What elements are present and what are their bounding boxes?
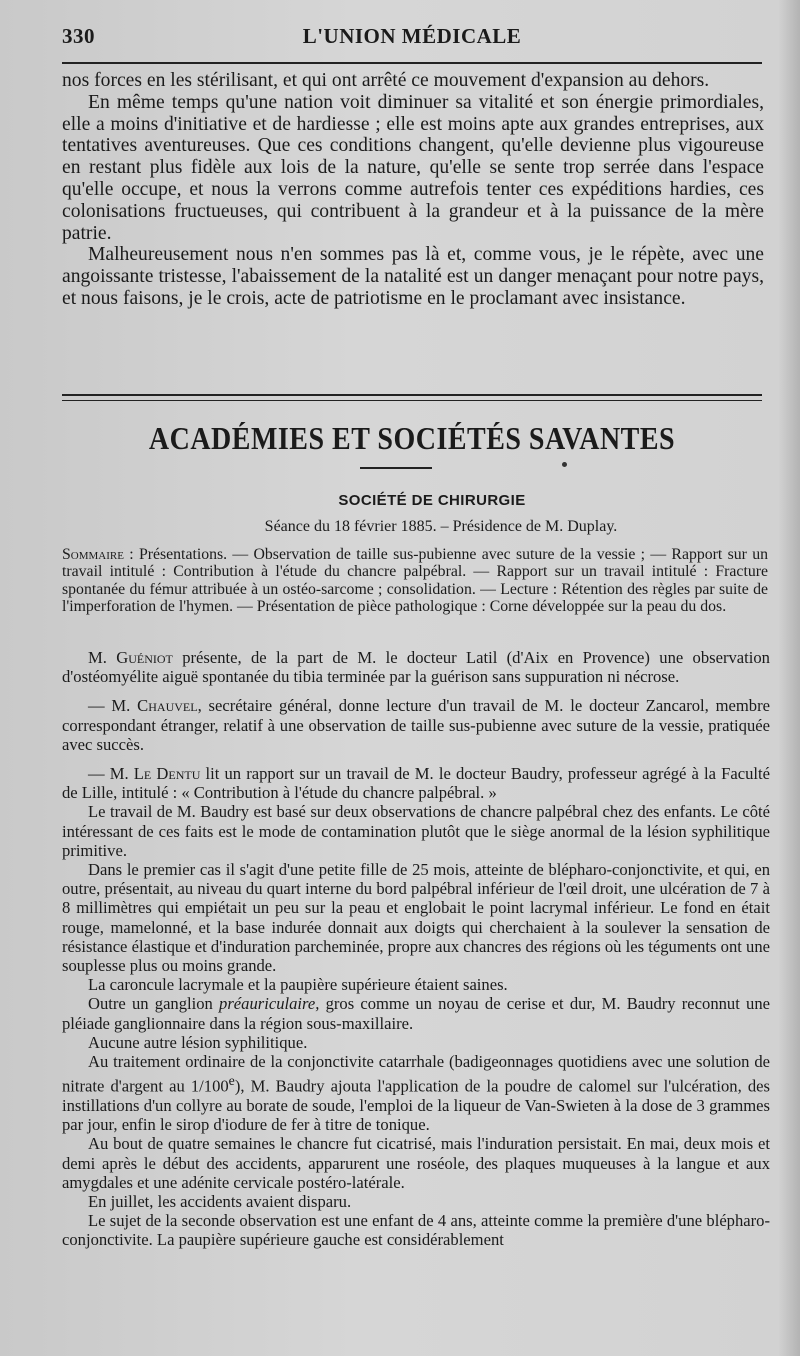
paragraph-text: , secrétaire général, donne lecture d'un travail de M. le docteur Zancarol, membre correspondant étranger, relatif à une observation de taille sus-pubienne avec suture de la vessie, pratiquée avec succès. [62, 696, 770, 754]
italic-term: préauriculaire, [219, 994, 320, 1014]
journal-title: L'UNION MÉDICALE [302, 24, 522, 48]
paragraph: Au traitement ordinaire de la conjonctivite catarrhale (badigeonnages quotidiens avec une solution de nitrate d'argent au 1/100e), M. Baudry ajouta l'application de la poudre de calomel sur l'ulcération, des instillations d'un collyre au borate de soude, l'emploi de la liqueur de Van-Swieten à la dose de 3 grammes par jour, enfin le sirop d'iodure de fer à titre de tonique. [62, 1052, 770, 1135]
summary [62, 546, 768, 616]
page-edge-shadow [778, 0, 800, 1356]
society-name: SOCIÉTÉ DE CHIRURGIE [338, 492, 526, 509]
section-rule-top [62, 394, 762, 396]
decorative-dot [562, 462, 567, 467]
summary-label: Sommaire : [62, 546, 134, 563]
speaker-name: M. Guéniot [88, 648, 173, 667]
paragraph: — M. Chauvel, secrétaire général, donne lecture d'un travail de M. le docteur Zancarol, membre correspondant étranger, relatif à une observation de taille sus-pubienne avec suture de la vessie, pratiquée avec succès. [62, 696, 770, 754]
speaker-name: Le Dentu [133, 764, 201, 784]
page-number: 330 [62, 24, 95, 48]
paragraph: La caroncule lacrymale et la paupière supérieure étaient saines. [88, 975, 508, 995]
paragraph [62, 648, 770, 686]
section-rule-bottom [62, 400, 762, 401]
paragraph: Malheureusement nous n'en sommes pas là et, comme vous, je le répète, avec une angoissante tristesse, l'abaissement de la natalité est un danger menaçant pour notre pays, et nous faisons, je le crois, acte de patriotisme en le proclamant avec insistance. [62, 244, 764, 309]
speaker-name: Chauvel [137, 696, 198, 716]
paragraph: Aucune autre lésion syphilitique. [88, 1032, 308, 1052]
paragraph-text: présente, de la part de M. le docteur Latil (d'Aix en Provence) une observation d'ostéomyélite aiguë spontanée du tibia terminée par la guérison sans suppuration ni nécrose. [62, 648, 770, 687]
paragraph: Outre un ganglion préauriculaire, gros comme un noyau de cerise et dur, M. Baudry reconnut une pléiade ganglionnaire dans la région sous-maxillaire. [62, 994, 770, 1033]
paragraph-text: lit un rapport sur un travail de M. le docteur Baudry, professeur agrégé à la Faculté de Lille, intitulé : « Contribution à l'étude du chancre palpébral. » [62, 764, 771, 803]
running-header [62, 24, 762, 54]
paragraph: Au bout de quatre semaines le chancre fut cicatrisé, mais l'induration persistait. En mai, deux mois et demi après le début des accidents, apparurent une roséole, des plaques muqueuses à la langue et aux amygdales et une adénite cervicale postéro-latérale. [62, 1134, 770, 1192]
top-text-block [62, 70, 764, 310]
paragraph: nos forces en les stérilisant, et qui ont arrêté ce mouvement d'expansion au dehors. [62, 70, 710, 91]
section-title: ACADÉMIES ET SOCIÉTÉS SAVANTES [148, 422, 676, 457]
session-report [62, 648, 770, 1250]
paragraph: Le travail de M. Baudry est basé sur deux observations de chancre palpébral chez des enfants. Le côté intéressant de ces faits est le mode de contamination plutôt que le siège anormal de la lésion syphilitique primitive. [62, 802, 770, 860]
title-underline [360, 467, 432, 469]
paragraph: Le sujet de la seconde observation est une enfant de 4 ans, atteinte comme la première d'une blépharo-conjonctivite. La paupière supérieure gauche est considérablement [62, 1211, 770, 1250]
paragraph: En même temps qu'une nation voit diminuer sa vitalité et son énergie primordiales, elle a moins d'initiative et de hardiesse ; elle est moins apte aux grandes entreprises, aux tentatives aventureuses. Que ces conditions changent, qu'elle devienne plus vigoureuse en restant plus fidèle aux lois de la nature, qu'elle se sente trop serrée dans l'espace qu'elle occupe, et nous la verrons comme autrefois tenter ces expéditions hardies, ces colonisations fructueuses, qui contribuent à la grandeur et à la puissance de la mère patrie. [62, 91, 764, 244]
header-rule [62, 62, 762, 64]
paragraph: — M. Le Dentu lit un rapport sur un travail de M. le docteur Baudry, professeur agrégé à la Faculté de Lille, intitulé : « Contribution à l'étude du chancre palpébral. » [62, 764, 771, 803]
paragraph: Dans le premier cas il s'agit d'une petite fille de 25 mois, atteinte de blépharo-conjonctivite, et qui, en outre, présentait, au niveau du quart interne du bord palpébral inférieur de l'œil droit, une ulcération de 7 à 8 millimètres qui empiétait un peu sur la peau et englobait le point lacrymal inférieur. Le fond en était rouge, mamelonné, et la base indurée donnait aux doigts qui cherchaient à la soulever la sensation de résistance élastique et d'induration parcheminée, propre aux chancres des régions où les téguments ont une souplesse plus ou moins grande. [62, 860, 770, 976]
summary-text: Présentations. — Observation de taille sus-pubienne avec suture de la vessie ; — Rapport sur un travail intitulé : Contribution à l'étude du chancre palpébral. — Rapport sur un travail intitulé : Fracture spontanée du fémur attribuée à un ostéo-sarcome ; consolidation. — Lecture : Rétention des règles par suite de l'imperforation de l'hymen. — Présentation de pièce pathologique : Corne développée sur la peau du dos. [62, 546, 768, 616]
session-line: Séance du 18 février 1885. – Présidence de M. Duplay. [264, 518, 618, 535]
paragraph: En juillet, les accidents avaient disparu. [88, 1192, 352, 1212]
